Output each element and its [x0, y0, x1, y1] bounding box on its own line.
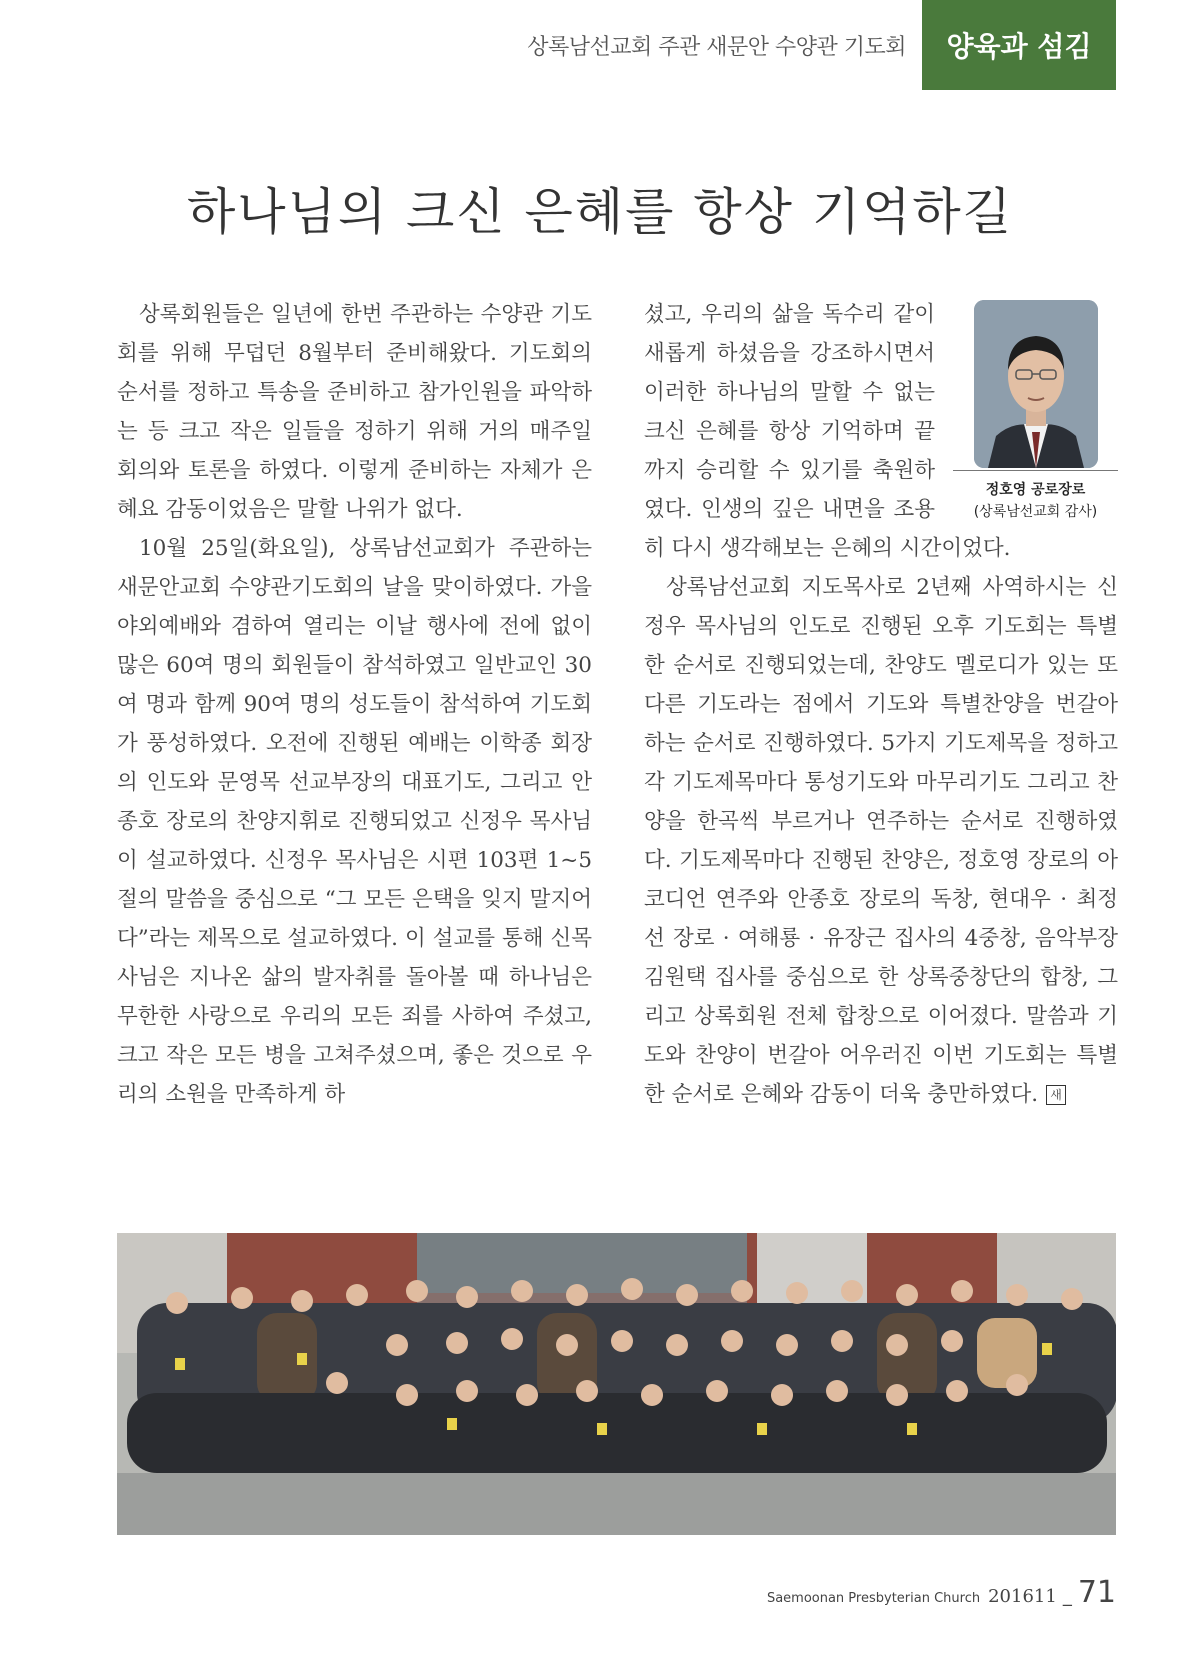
- article-title: 하나님의 크신 은혜를 항상 기억하길: [186, 183, 1014, 241]
- article-column-right: [644, 295, 1118, 1114]
- group-photo: [117, 1233, 1116, 1535]
- portrait-role: (상록남선교회 감사): [973, 504, 1098, 520]
- article-paragraph-1: 상록회원들은 일년에 한번 주관하는 수양관 기도회를 위해 무덥던 8월부터 준비해왔다. 기도회의 순서를 정하고 특송을 준비하고 참가인원을 파악하는 등 크고 작은 일들을 정하기 위해 거의 매주일 회의와 토론을 하였다. 이렇게 준비하는 자체가 은혜요 감동이었음은 말할 나위가 없다.: [117, 302, 592, 522]
- header-subtitle: 상록남선교회 주관 새문안 수양관 기도회: [527, 34, 906, 60]
- portrait-name: 정호영 공로장로: [985, 482, 1086, 498]
- running-header: [0, 0, 922, 90]
- page-footer: [767, 1575, 1116, 1610]
- footer-church-name: Saemoonan Presbyterian Church: [766, 1591, 981, 1606]
- article-paragraph-2-continued: 셨고, 우리의 삶을 독수리 같이 새롭게 하셨음을 강조하시면서 이러한 하나님의 말할 수 없는 크신 은혜를 항상 기억하며 끝까지 승리할 수 있기를 축원하였다. 인생의 깊은 내면을 조용히 다시 생각해보는 은혜의 시간이었다.: [644, 302, 1011, 561]
- end-mark-icon: 새: [1046, 1085, 1066, 1105]
- article-paragraph-3-text: 상록남선교회 지도목사로 2년째 사역하시는 신정우 목사님의 인도로 진행된 오후 기도회는 특별한 순서로 진행되었는데, 찬양도 멜로디가 있는 또 다른 기도라는 점에서 기도와 특별찬양을 번갈아 하는 순서로 진행하였다. 5가지 기도제목을 정하고 각 기도제목마다 통성기도와 마무리기도 그리고 찬양을 한곡씩 부르거나 연주하는 순서로 진행하였다. 기도제목마다 진행된 찬양은, 정호영 장로의 아코디언 연주와 안종호 장로의 독창, 현대우 · 최정선 장로 · 여해룡 · 유장근 집사의 4중창, 음악부장 김원택 집사를 중심으로 한 상록중창단의 합창, 그리고 상록회원 전체 합창으로 이어졌다. 말씀과 기도와 찬양이 번갈아 어우러진 이번 기도회는 특별한 순서로 은혜와 감동이 더욱 충만하였다.: [644, 575, 1118, 1107]
- page-number: 71: [1077, 1575, 1116, 1610]
- portrait-figure: [953, 300, 1118, 523]
- article-column-left: [117, 295, 592, 1114]
- article-paragraph-2: 10월 25일(화요일), 상록남선교회가 주관하는 새문안교회 수양관기도회의 날을 맞이하였다. 가을 야외예배와 겸하여 열리는 이날 행사에 전에 없이 많은 60여 명의 회원들이 참석하였고 일반교인 30여 명과 함께 90여 명의 성도들이 참석하여 기도회가 풍성하였다. 오전에 진행된 예배는 이학종 회장의 인도와 문영목 선교부장의 대표기도, 그리고 안종호 장로의 찬양지휘로 진행되었고 신정우 목사님이 설교하였다. 신정우 목사님은 시편 103편 1~5절의 말씀을 중심으로 “그 모든 은택을 잊지 말지어다”라는 제목으로 설교하였다. 이 설교를 통해 신목사님은 지나온 삶의 발자취를 돌아볼 때 하나님은 무한한 사랑으로 우리의 모든 죄를 사하여 주셨고, 크고 작은 모든 병을 고쳐주셨으며, 좋은 것으로 우리의 소원을 만족하게 하: [117, 536, 592, 1107]
- footer-separator: _: [1062, 1586, 1072, 1607]
- article-paragraph-3: [644, 568, 1118, 1114]
- section-tag: 양육과 섬김: [922, 0, 1116, 90]
- portrait-photo: [974, 300, 1098, 468]
- footer-issue: 201611: [988, 1586, 1057, 1607]
- portrait-rule: [953, 470, 1118, 471]
